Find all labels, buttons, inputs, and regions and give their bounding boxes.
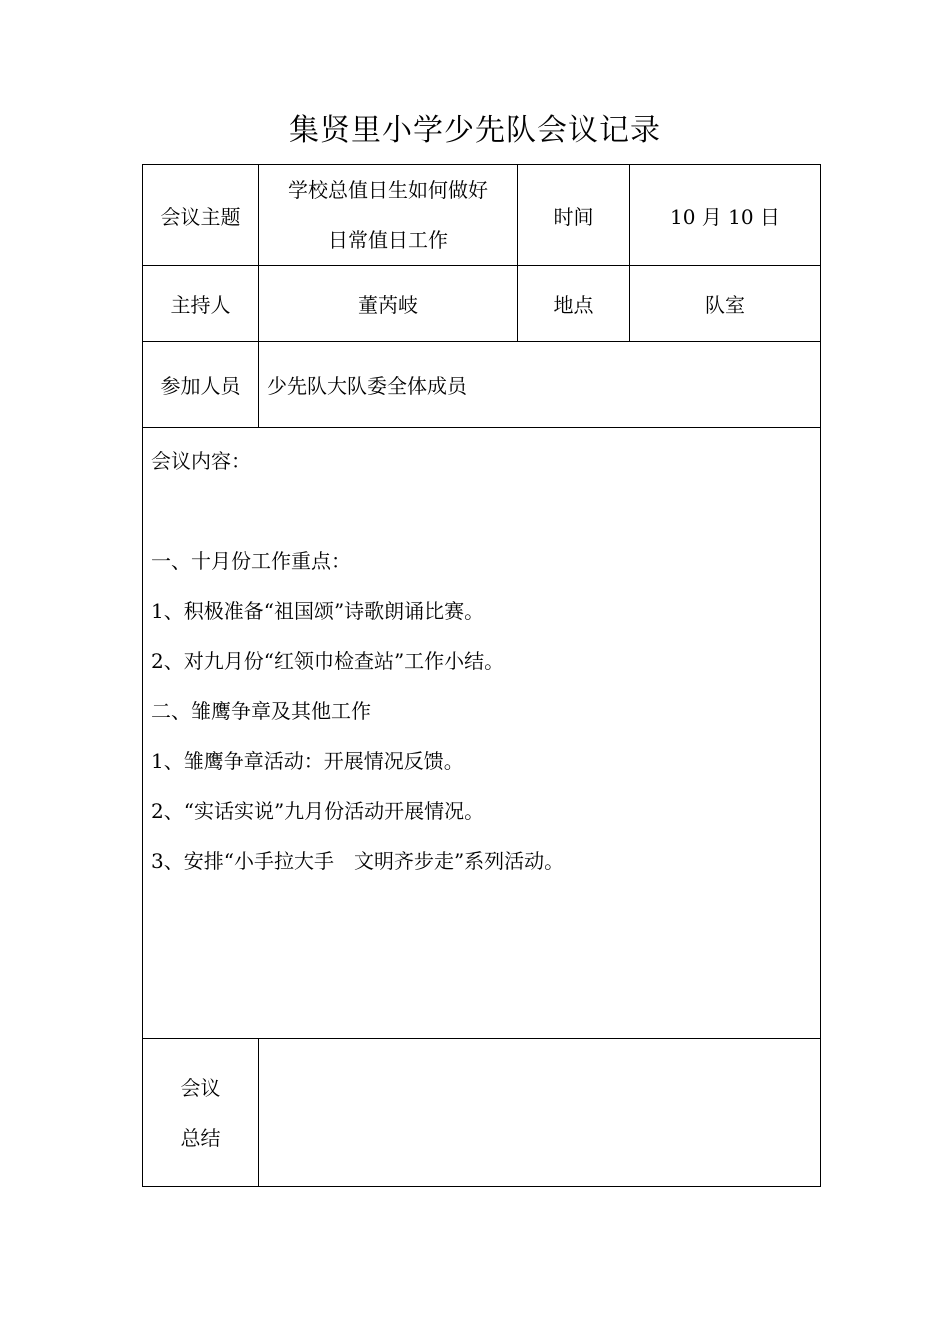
topic-value	[259, 165, 518, 266]
summary-value	[259, 1039, 821, 1187]
participants-value: 少先队大队委全体成员	[259, 342, 821, 428]
row-host	[143, 266, 821, 342]
content-line-1: 一、十月份工作重点：	[151, 549, 351, 573]
summary-label	[143, 1039, 259, 1187]
content-line-3: 2、对九月份“红领巾检查站”工作小结。	[151, 649, 505, 673]
content-line-5: 1、雏鹰争章活动：开展情况反馈。	[151, 749, 464, 773]
row-participants	[143, 342, 821, 428]
time-value: 10 月 10 日	[630, 165, 821, 266]
topic-line-1: 学校总值日生如何做好	[288, 178, 488, 202]
topic-label: 会议主题	[143, 165, 259, 266]
content-line-6: 2、“实话实说”九月份活动开展情况。	[151, 799, 485, 823]
summary-label-line-1: 会议	[180, 1075, 221, 1100]
row-content	[143, 428, 821, 1039]
host-label: 主持人	[143, 266, 259, 342]
location-value: 队室	[630, 266, 821, 342]
content-label: 会议内容：	[151, 449, 251, 473]
content-cell	[143, 428, 821, 1039]
participants-label: 参加人员	[143, 342, 259, 428]
location-label: 地点	[518, 266, 630, 342]
page-title: 集贤里小学少先队会议记录	[289, 113, 661, 148]
content-line-4: 二、雏鹰争章及其他工作	[151, 699, 371, 723]
topic-line-2: 日常值日工作	[328, 228, 448, 252]
row-summary	[143, 1039, 821, 1187]
summary-label-line-2: 总结	[180, 1125, 221, 1150]
time-label: 时间	[518, 165, 630, 266]
meeting-record-table	[142, 164, 821, 1187]
content-line-7: 3、安排“小手拉大手 文明齐步走”系列活动。	[151, 849, 565, 873]
host-value: 董芮岐	[259, 266, 518, 342]
row-topic	[143, 165, 821, 266]
content-line-2: 1、积极准备“祖国颂”诗歌朗诵比赛。	[151, 599, 485, 623]
content-spacer	[151, 486, 812, 536]
